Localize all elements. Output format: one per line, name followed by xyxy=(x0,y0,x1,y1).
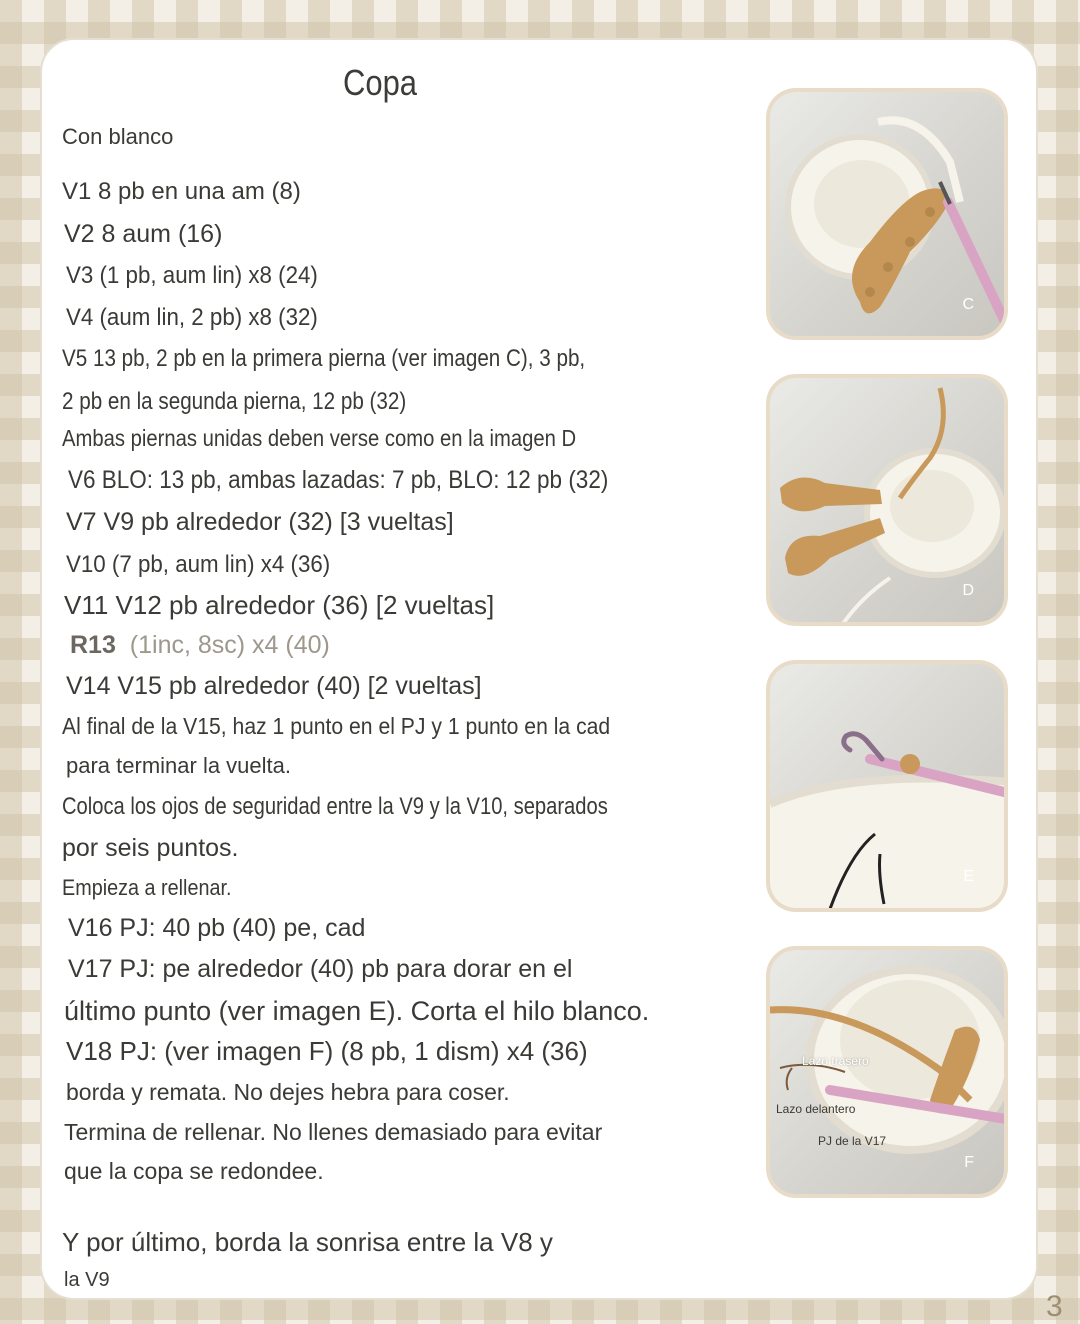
round-v17-part1: V17 PJ: pe alrededor (40) pb para dorar en el xyxy=(68,955,573,983)
smile-note-part2: la V9 xyxy=(64,1269,110,1291)
round-v18: V18 PJ: (ver imagen F) (8 pb, 1 dism) x4 (36) xyxy=(66,1036,588,1066)
photo-e-letter: E xyxy=(963,868,974,885)
round-r13 xyxy=(70,631,330,660)
annotation-back-loop: Lazo trasero xyxy=(802,1054,869,1068)
annotation-slip-stitch-v17: PJ de la V17 xyxy=(818,1134,887,1148)
round-v3: V3 (1 pb, aum lin) x8 (24) xyxy=(66,262,318,289)
page-number: 3 xyxy=(1046,1290,1063,1323)
safety-eyes-note-part1: Coloca los ojos de seguridad entre la V9 y la V10, separados xyxy=(62,793,608,820)
round-v5-part1: V5 13 pb, 2 pb en la primera pierna (ver imagen C), 3 pb, xyxy=(62,345,586,372)
round-v7-v9: V7 V9 pb alrededor (32) [3 vueltas] xyxy=(66,508,454,536)
smile-note-part1: Y por último, borda la sonrisa entre la V8 y xyxy=(62,1227,553,1257)
stuffing-start-note: Empieza a rellenar. xyxy=(62,875,232,900)
v15-end-note-part2: para terminar la vuelta. xyxy=(66,753,291,778)
yarn-color-note: Con blanco xyxy=(62,124,174,149)
final-stuffing-note-part2: que la copa se redondee. xyxy=(64,1158,324,1184)
final-stuffing-note-part1: Termina de rellenar. No llenes demasiado para evitar xyxy=(64,1119,603,1145)
photo-e xyxy=(766,660,1008,912)
round-r13-body: (1inc, 8sc) x4 (40) xyxy=(129,631,330,659)
round-v1: V1 8 pb en una am (8) xyxy=(62,178,301,205)
round-r13-code: R13 xyxy=(70,631,116,659)
round-v4: V4 (aum lin, 2 pb) x8 (32) xyxy=(66,304,318,331)
finish-note: borda y remata. No dejes hebra para coser. xyxy=(66,1079,510,1105)
photo-f-letter: F xyxy=(964,1154,974,1171)
round-v2: V2 8 aum (16) xyxy=(64,220,223,248)
legs-joined-note: Ambas piernas unidas deben verse como en la imagen D xyxy=(62,425,577,451)
photo-c xyxy=(766,88,1008,340)
round-v11-v12: V11 V12 pb alrededor (36) [2 vueltas] xyxy=(64,590,495,620)
round-v17-part2: último punto (ver imagen E). Corta el hilo blanco. xyxy=(64,996,650,1026)
page-title: Copa xyxy=(342,62,418,103)
photo-c-letter: C xyxy=(962,296,974,313)
photo-d xyxy=(766,374,1008,626)
round-v10: V10 (7 pb, aum lin) x4 (36) xyxy=(66,551,331,578)
photo-f xyxy=(766,946,1008,1198)
safety-eyes-note-part2: por seis puntos. xyxy=(62,834,239,862)
photo-d-letter: D xyxy=(962,582,974,599)
round-v6: V6 BLO: 13 pb, ambas lazadas: 7 pb, BLO: 12 pb (32) xyxy=(68,466,609,494)
round-v5-part2: 2 pb en la segunda pierna, 12 pb (32) xyxy=(62,388,407,415)
annotation-front-loop: Lazo delantero xyxy=(776,1102,856,1116)
v15-end-note-part1: Al final de la V15, haz 1 punto en el PJ y 1 punto en la cad xyxy=(62,713,611,739)
round-v16: V16 PJ: 40 pb (40) pe, cad xyxy=(68,914,366,942)
round-v14-v15: V14 V15 pb alrededor (40) [2 vueltas] xyxy=(66,672,482,700)
